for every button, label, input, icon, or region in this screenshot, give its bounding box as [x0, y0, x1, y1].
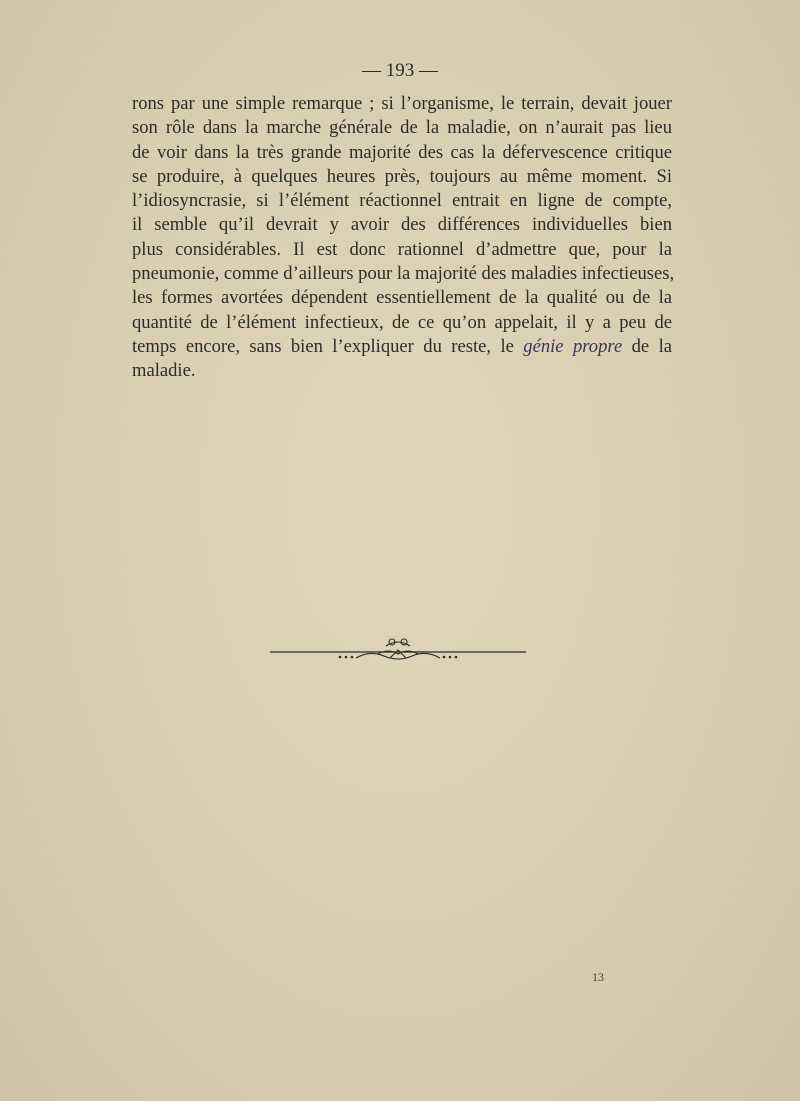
text-line: il semble qu’il devrait y avoir des différences individuelles bien — [132, 214, 672, 236]
text-line: se produire, à quelques heures près, toujours au même moment. Si — [132, 165, 672, 187]
text-line: maladie. — [132, 360, 196, 382]
text-line: l’idiosyncrasie, si l’élément réactionnel entrait en ligne de compte, — [132, 190, 672, 212]
signature-mark: 13 — [592, 970, 604, 984]
text-line: pneumonie, comme d’ailleurs pour la majorité des maladies infectieuses, — [132, 263, 675, 285]
text-line: rons par une simple remarque ; si l’organisme, le terrain, devait jouer — [132, 93, 672, 114]
ornament-divider — [270, 636, 526, 666]
text-segment: de la — [622, 335, 672, 357]
emphasized-term: génie propre — [523, 335, 623, 357]
body-paragraph — [132, 92, 675, 384]
text-segment: temps encore, sans bien l’expliquer du reste, le — [132, 335, 524, 357]
text-line: de voir dans la très grande majorité des cas la défervescence critique — [132, 141, 672, 163]
text-line: son rôle dans la marche générale de la maladie, on n’aurait pas lieu — [132, 117, 672, 139]
text-line — [132, 335, 672, 359]
text-line: quantité de l’élément infectieux, de ce qu’on appelait, il y a peu de — [132, 311, 672, 333]
page-number: — 193 — — [362, 60, 438, 81]
text-line: plus considérables. Il est donc rationnel d’admettre que, pour la — [132, 238, 672, 260]
text-line: les formes avortées dépendent essentiellement de la qualité ou de la — [132, 287, 672, 309]
